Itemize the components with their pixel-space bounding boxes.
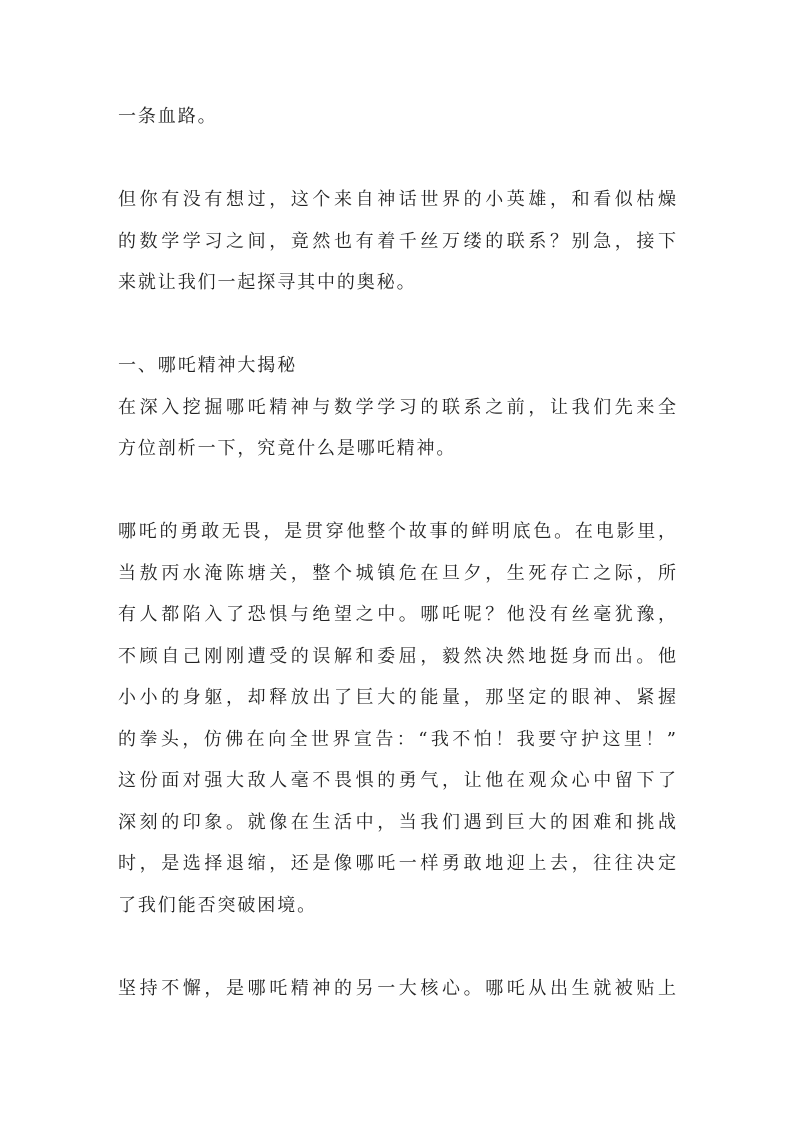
text-line: 了我们能否突破困境。 (118, 894, 317, 916)
text-line: 但你有没有想过，这个来自神话世界的小英雄，和看似枯燥 (118, 189, 676, 210)
document-page (118, 96, 676, 1051)
text-line: 这份面对强大敌人毫不畏惧的勇气，让他在观众心中留下了 (118, 770, 676, 791)
heading-text: 一、哪吒精神大揭秘 (118, 355, 298, 376)
text-line: 不顾自己刚刚遭受的误解和委屈，毅然决然地挺身而出。他 (118, 645, 676, 667)
text-line: 的拳头，仿佛在向全世界宣告：“我不怕！我要守护这里！” (118, 728, 676, 750)
section-heading (118, 345, 676, 387)
paragraph-3 (118, 387, 676, 470)
text-line: 坚持不懈，是哪吒精神的另一大核心。哪吒从出生就被贴上 (118, 977, 676, 999)
text-line: 来就让我们一起探寻其中的奥秘。 (118, 272, 417, 293)
text-line: 一条血路。 (118, 106, 218, 127)
text-line: 时，是选择退缩，还是像哪吒一样勇敢地迎上去，往往决定 (118, 853, 676, 874)
text-line: 的数学学习之间，竟然也有着千丝万缕的联系？别急，接下 (118, 230, 676, 252)
paragraph-2 (118, 179, 676, 304)
text-line: 哪吒的勇敢无畏，是贯穿他整个故事的鲜明底色。在电影里， (118, 521, 676, 542)
text-line: 小小的身躯，却释放出了巨大的能量，那坚定的眼神、紧握 (118, 687, 676, 708)
text-line: 当敖丙水淹陈塘关，整个城镇危在旦夕，生死存亡之际，所 (118, 562, 676, 584)
text-line: 有人都陷入了恐惧与绝望之中。哪吒呢？他没有丝毫犹豫， (118, 604, 676, 625)
text-line: 在深入挖掘哪吒精神与数学学习的联系之前，让我们先来全 (118, 396, 676, 418)
text-line: 深刻的印象。就像在生活中，当我们遇到巨大的困难和挑战 (118, 811, 676, 833)
text-line: 方位剖析一下，究竟什么是哪吒精神。 (118, 438, 457, 459)
paragraph-1 (118, 96, 676, 138)
paragraph-4 (118, 511, 676, 926)
paragraph-5 (118, 968, 676, 1010)
